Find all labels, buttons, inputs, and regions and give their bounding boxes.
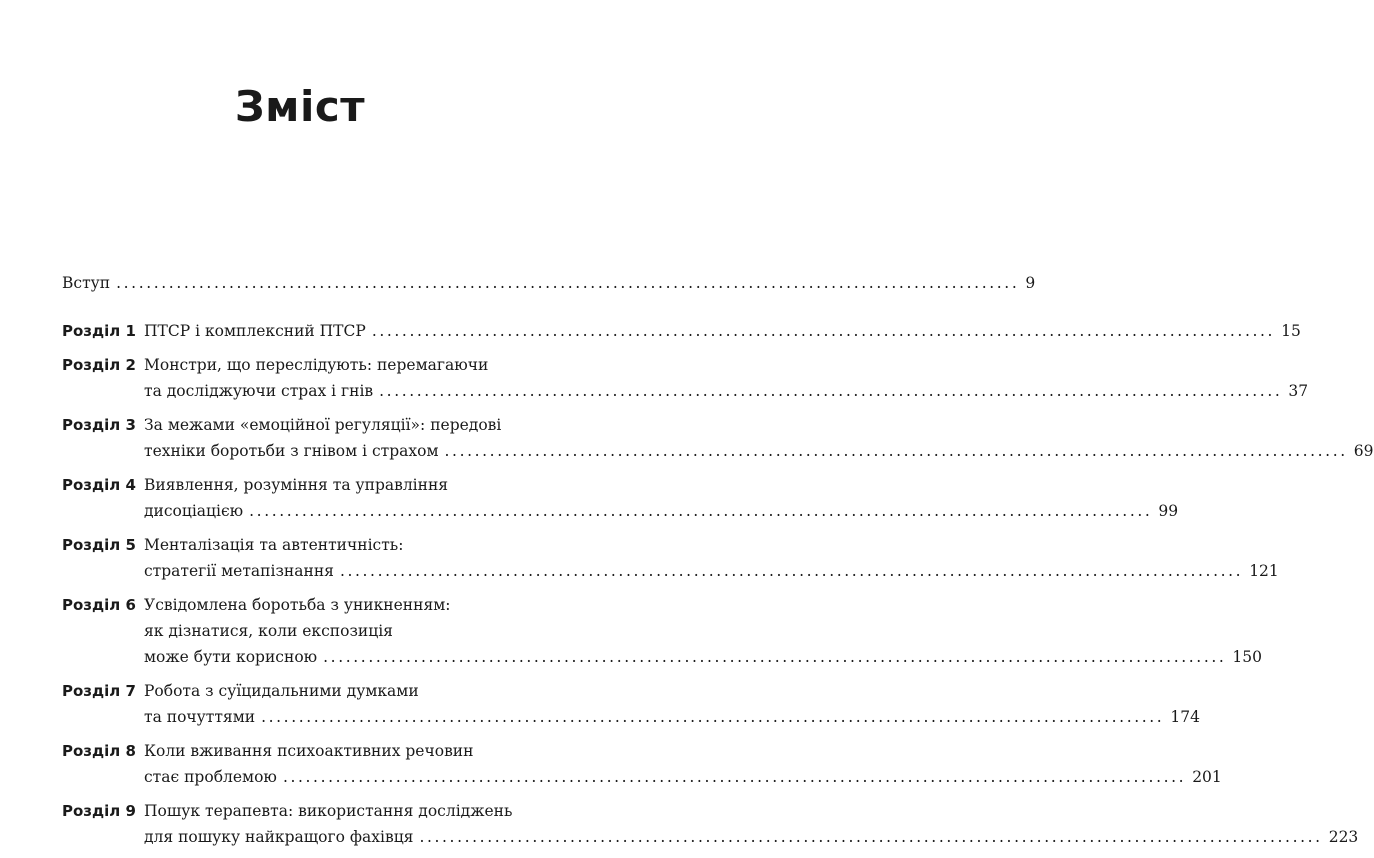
dot-leader: ........................................................................................................................ [116,274,1020,292]
toc-line [144,472,522,498]
toc-page-number: 223 [1328,828,1359,846]
toc-line [144,378,1309,404]
toc-entry-chapter-9[interactable] [62,798,1359,850]
toc-line [144,738,522,764]
chapter-title-line: дисоціацією [144,502,244,520]
toc-line [144,352,522,378]
chapter-title-line: техніки боротьби з гнівом і страхом [144,442,439,460]
chapter-label: Розділ 6 [62,596,136,614]
toc-line [144,558,1279,584]
chapter-label: Розділ 3 [62,416,136,434]
toc-page-number: 69 [1353,442,1374,460]
table-of-contents [62,270,1374,858]
chapter-title-line: як дізнатися, коли експозиція [144,622,393,640]
chapter-title-line: та почуттями [144,708,256,726]
toc-page-number: 15 [1281,322,1301,340]
dot-leader: ........................................................................................................................ [249,502,1153,520]
dot-leader: ........................................................................................................................ [444,442,1348,460]
dot-leader: ........................................................................................................................ [371,322,1276,340]
chapter-label: Розділ 8 [62,742,136,760]
chapter-title-line: може бути корисною [144,648,318,666]
toc-line [144,498,1179,524]
toc-entry-chapter-7[interactable] [62,678,1200,730]
toc-entry-chapter-8[interactable] [62,738,1222,790]
toc-page-number: 121 [1249,562,1279,580]
chapter-title-line: Робота з суїцидальними думками [144,682,419,700]
chapter-label: Розділ 7 [62,682,136,700]
toc-line [144,704,1200,730]
chapter-title-line: та досліджуючи страх і гнів [144,382,374,400]
toc-line [62,270,1036,296]
dot-leader: ........................................................................................................................ [282,768,1187,786]
dot-leader: ........................................................................................................................ [261,708,1165,726]
toc-page-number: 150 [1232,648,1262,666]
toc-page-number: 37 [1288,382,1309,400]
chapter-title-line: Коли вживання психоактивних речовин [144,742,474,760]
dot-leader: ........................................................................................................................ [379,382,1283,400]
chapter-title-line: стає проблемою [144,768,277,786]
chapter-title-line: За межами «емоційної регуляції»: передові [144,416,502,434]
chapter-label: Розділ 2 [62,356,136,374]
dot-leader: ........................................................................................................................ [419,828,1323,846]
toc-entry-chapter-5[interactable] [62,532,1279,584]
toc-page-number: 174 [1170,708,1200,726]
toc-entry-chapter-1[interactable] [62,318,1301,344]
dot-leader: ........................................................................................................................ [323,648,1227,666]
toc-entry-chapter-4[interactable] [62,472,1179,524]
chapter-title-line: Монстри, що переслідують: перемагаючи [144,356,489,374]
toc-line [144,592,522,618]
toc-line [144,618,522,644]
dot-leader: ........................................................................................................................ [339,562,1244,580]
toc-page-number: 99 [1158,502,1179,520]
toc-line [144,824,1359,850]
toc-line [144,678,522,704]
chapter-title-line: Менталізація та автентичність: [144,536,404,554]
toc-page-number: 201 [1192,768,1222,786]
chapter-label: Розділ 4 [62,476,136,494]
toc-line [144,438,1374,464]
chapter-title-line: для пошуку найкращого фахівця [144,828,414,846]
page-title: Зміст [234,82,366,131]
chapter-label: Розділ 1 [62,322,136,340]
toc-entry-chapter-2[interactable] [62,352,1309,404]
toc-line [144,318,1301,344]
chapter-label: Розділ 5 [62,536,136,554]
toc-entry-intro[interactable] [62,270,1036,296]
toc-page-number: 9 [1025,274,1036,292]
toc-line [144,412,522,438]
toc-line [144,798,522,824]
toc-entry-chapter-6[interactable] [62,592,1262,670]
chapter-title-line: Пошук терапевта: використання досліджень [144,802,513,820]
toc-entry-chapter-3[interactable] [62,412,1374,464]
chapter-label: Розділ 9 [62,802,136,820]
chapter-title-line: ПТСР і комплексний ПТСР [144,322,366,340]
chapter-title-line: стратегії метапізнання [144,562,334,580]
chapter-title-line: Виявлення, розуміння та управління [144,476,449,494]
toc-line [144,532,522,558]
chapter-title-line: Усвідомлена боротьба з уникненням: [144,596,451,614]
toc-entry-title: Вступ [62,274,111,292]
toc-line [144,764,1222,790]
toc-line [144,644,1262,670]
